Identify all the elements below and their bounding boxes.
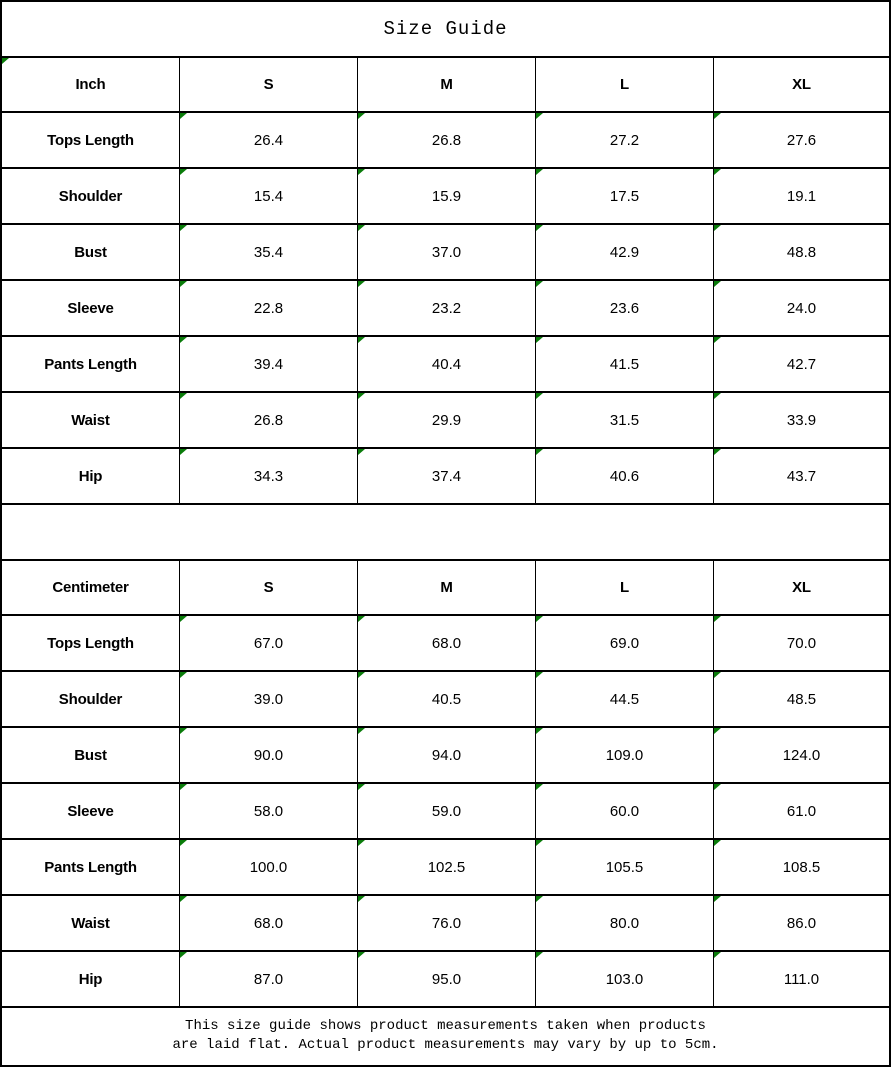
- measurement-row: [2, 225, 889, 281]
- green-triangle-icon: [714, 672, 721, 678]
- green-triangle-icon: [536, 728, 543, 734]
- measurement-value: 29.9: [431, 411, 462, 429]
- green-triangle-icon: [180, 225, 187, 231]
- green-triangle-icon: [180, 728, 187, 734]
- size-header-row: [2, 58, 889, 113]
- green-triangle-icon: [714, 840, 721, 846]
- green-triangle-icon: [714, 728, 721, 734]
- green-triangle-icon: [536, 281, 543, 287]
- measurement-value-cell: [358, 393, 536, 447]
- measurement-value-cell: [536, 393, 714, 447]
- green-triangle-icon: [180, 896, 187, 902]
- measurement-value-cell: [714, 896, 889, 950]
- measurement-value-cell: [714, 281, 889, 335]
- green-triangle-icon: [358, 337, 365, 343]
- measurement-value-cell: [180, 616, 358, 670]
- measurement-value-cell: [536, 896, 714, 950]
- measurement-value: 103.0: [605, 970, 644, 988]
- measurement-value-cell: [358, 337, 536, 391]
- measurement-value: 100.0: [249, 858, 288, 876]
- measurement-value: 60.0: [609, 802, 640, 820]
- size-header-label: XL: [792, 579, 811, 596]
- measurement-value-cell: [358, 952, 536, 1006]
- green-triangle-icon: [536, 616, 543, 622]
- size-header-label: M: [440, 76, 453, 93]
- green-triangle-icon: [536, 225, 543, 231]
- green-triangle-icon: [180, 784, 187, 790]
- measurement-row: [2, 616, 889, 672]
- green-triangle-icon: [536, 784, 543, 790]
- measurement-value-cell: [358, 840, 536, 894]
- measurement-label: Bust: [74, 746, 107, 764]
- measurement-value-cell: [536, 728, 714, 782]
- green-triangle-icon: [536, 840, 543, 846]
- measurement-value: 26.8: [253, 411, 284, 429]
- size-header-label: S: [263, 76, 274, 93]
- measurement-value: 108.5: [782, 858, 821, 876]
- unit-header-label: Centimeter: [52, 579, 129, 596]
- green-triangle-icon: [180, 616, 187, 622]
- size-header-cell: [536, 58, 714, 111]
- page-title: Size Guide: [383, 18, 508, 40]
- measurement-value-cell: [358, 784, 536, 838]
- measurement-value-cell: [714, 337, 889, 391]
- measurement-value-cell: [536, 952, 714, 1006]
- green-triangle-icon: [714, 784, 721, 790]
- measurement-value-cell: [358, 728, 536, 782]
- green-triangle-icon: [714, 896, 721, 902]
- measurement-value: 26.4: [253, 131, 284, 149]
- measurement-value: 33.9: [786, 411, 817, 429]
- green-triangle-icon: [358, 169, 365, 175]
- green-triangle-icon: [180, 113, 187, 119]
- measurement-value-cell: [536, 169, 714, 223]
- measurement-value-cell: [536, 225, 714, 279]
- measurement-label-cell: [2, 169, 180, 223]
- measurement-row: [2, 113, 889, 169]
- green-triangle-icon: [358, 840, 365, 846]
- footer-note-line2: are laid flat. Actual product measurements may vary by up to 5cm.: [172, 1037, 719, 1053]
- green-triangle-icon: [180, 672, 187, 678]
- measurement-row: [2, 672, 889, 728]
- measurement-value: 43.7: [786, 467, 817, 485]
- green-triangle-icon: [536, 113, 543, 119]
- measurement-value: 37.4: [431, 467, 462, 485]
- measurement-value: 39.0: [253, 690, 284, 708]
- measurement-value: 42.7: [786, 355, 817, 373]
- measurement-value-cell: [180, 449, 358, 503]
- green-triangle-icon: [714, 337, 721, 343]
- measurement-value: 40.4: [431, 355, 462, 373]
- size-header-cell: [714, 561, 889, 614]
- green-triangle-icon: [180, 393, 187, 399]
- measurement-value: 80.0: [609, 914, 640, 932]
- measurement-label-cell: [2, 225, 180, 279]
- measurement-value-cell: [714, 225, 889, 279]
- size-header-cell: [714, 58, 889, 111]
- measurement-value-cell: [180, 896, 358, 950]
- measurement-value: 68.0: [253, 914, 284, 932]
- green-triangle-icon: [714, 113, 721, 119]
- measurement-value-cell: [714, 728, 889, 782]
- size-header-cell: [536, 561, 714, 614]
- measurement-value: 124.0: [782, 746, 821, 764]
- measurement-value-cell: [180, 281, 358, 335]
- footer-note-line1: This size guide shows product measurements taken when products: [185, 1018, 706, 1034]
- measurement-value: 35.4: [253, 243, 284, 261]
- green-triangle-icon: [358, 113, 365, 119]
- measurement-value-cell: [714, 616, 889, 670]
- green-triangle-icon: [180, 840, 187, 846]
- measurement-row: [2, 393, 889, 449]
- measurement-value-cell: [358, 113, 536, 167]
- measurement-value: 17.5: [609, 187, 640, 205]
- green-triangle-icon: [358, 393, 365, 399]
- measurement-value-cell: [358, 896, 536, 950]
- green-triangle-icon: [714, 225, 721, 231]
- green-triangle-icon: [536, 393, 543, 399]
- measurement-value-cell: [180, 225, 358, 279]
- measurement-value: 40.6: [609, 467, 640, 485]
- measurement-value-cell: [180, 169, 358, 223]
- measurement-value-cell: [180, 728, 358, 782]
- measurement-label: Pants Length: [44, 355, 137, 373]
- measurement-value: 48.8: [786, 243, 817, 261]
- table-spacer-row: [2, 505, 889, 561]
- measurement-value: 105.5: [605, 858, 644, 876]
- measurement-label-cell: [2, 784, 180, 838]
- measurement-row: [2, 449, 889, 505]
- measurement-value: 76.0: [431, 914, 462, 932]
- measurement-row: [2, 169, 889, 225]
- measurement-value-cell: [714, 449, 889, 503]
- measurement-label-cell: [2, 840, 180, 894]
- green-triangle-icon: [714, 952, 721, 958]
- measurement-label: Pants Length: [44, 858, 137, 876]
- measurement-label-cell: [2, 449, 180, 503]
- measurement-label: Waist: [71, 914, 110, 932]
- measurement-value-cell: [358, 281, 536, 335]
- measurement-value: 61.0: [786, 802, 817, 820]
- unit-header-label: Inch: [75, 76, 106, 93]
- size-header-label: S: [263, 579, 274, 596]
- size-tables-container: [2, 58, 889, 1008]
- measurement-value: 95.0: [431, 970, 462, 988]
- measurement-value: 109.0: [605, 746, 644, 764]
- title-row: [2, 2, 889, 58]
- measurement-value: 69.0: [609, 634, 640, 652]
- measurement-value-cell: [536, 113, 714, 167]
- size-header-row: [2, 561, 889, 616]
- measurement-value-cell: [536, 616, 714, 670]
- measurement-value: 94.0: [431, 746, 462, 764]
- green-triangle-icon: [358, 952, 365, 958]
- measurement-value-cell: [358, 449, 536, 503]
- green-triangle-icon: [358, 728, 365, 734]
- green-triangle-icon: [714, 169, 721, 175]
- measurement-value-cell: [536, 672, 714, 726]
- size-header-cell: [358, 561, 536, 614]
- measurement-value-cell: [536, 337, 714, 391]
- measurement-value: 90.0: [253, 746, 284, 764]
- measurement-value: 102.5: [427, 858, 466, 876]
- footer-note: [2, 1008, 889, 1064]
- measurement-label: Bust: [74, 243, 107, 261]
- measurement-label: Waist: [71, 411, 110, 429]
- green-triangle-icon: [2, 58, 9, 64]
- measurement-value: 41.5: [609, 355, 640, 373]
- measurement-value: 19.1: [786, 187, 817, 205]
- measurement-label: Hip: [78, 970, 103, 988]
- measurement-value-cell: [180, 952, 358, 1006]
- green-triangle-icon: [358, 896, 365, 902]
- measurement-value: 24.0: [786, 299, 817, 317]
- green-triangle-icon: [180, 337, 187, 343]
- size-header-label: L: [620, 76, 629, 93]
- measurement-row: [2, 337, 889, 393]
- measurement-value-cell: [714, 393, 889, 447]
- measurement-value-cell: [180, 784, 358, 838]
- size-header-label: M: [440, 579, 453, 596]
- unit-header-cell: [2, 561, 180, 614]
- measurement-label: Shoulder: [58, 690, 123, 708]
- measurement-value-cell: [358, 169, 536, 223]
- measurement-value-cell: [358, 225, 536, 279]
- measurement-value-cell: [714, 169, 889, 223]
- measurement-label-cell: [2, 896, 180, 950]
- green-triangle-icon: [536, 896, 543, 902]
- measurement-value-cell: [536, 449, 714, 503]
- measurement-row: [2, 896, 889, 952]
- measurement-value-cell: [180, 840, 358, 894]
- measurement-value-cell: [180, 113, 358, 167]
- measurement-value: 44.5: [609, 690, 640, 708]
- measurement-value: 48.5: [786, 690, 817, 708]
- green-triangle-icon: [358, 225, 365, 231]
- measurement-value-cell: [180, 337, 358, 391]
- green-triangle-icon: [536, 337, 543, 343]
- measurement-label-cell: [2, 393, 180, 447]
- green-triangle-icon: [358, 672, 365, 678]
- measurement-value-cell: [714, 672, 889, 726]
- measurement-value: 27.2: [609, 131, 640, 149]
- measurement-value: 31.5: [609, 411, 640, 429]
- green-triangle-icon: [536, 672, 543, 678]
- measurement-row: [2, 281, 889, 337]
- size-header-label: XL: [792, 76, 811, 93]
- measurement-value: 39.4: [253, 355, 284, 373]
- measurement-label: Hip: [78, 467, 103, 485]
- size-header-label: L: [620, 579, 629, 596]
- green-triangle-icon: [714, 393, 721, 399]
- measurement-value: 70.0: [786, 634, 817, 652]
- measurement-value: 67.0: [253, 634, 284, 652]
- green-triangle-icon: [180, 952, 187, 958]
- measurement-value: 23.2: [431, 299, 462, 317]
- green-triangle-icon: [358, 281, 365, 287]
- measurement-value-cell: [358, 672, 536, 726]
- measurement-row: [2, 728, 889, 784]
- measurement-label: Sleeve: [67, 299, 114, 317]
- measurement-value-cell: [714, 952, 889, 1006]
- green-triangle-icon: [358, 784, 365, 790]
- measurement-value-cell: [180, 393, 358, 447]
- measurement-value-cell: [714, 113, 889, 167]
- size-header-cell: [180, 561, 358, 614]
- measurement-row: [2, 840, 889, 896]
- measurement-label-cell: [2, 337, 180, 391]
- measurement-value: 87.0: [253, 970, 284, 988]
- green-triangle-icon: [180, 281, 187, 287]
- measurement-label-cell: [2, 113, 180, 167]
- measurement-value: 58.0: [253, 802, 284, 820]
- measurement-value-cell: [358, 616, 536, 670]
- green-triangle-icon: [714, 281, 721, 287]
- measurement-value: 42.9: [609, 243, 640, 261]
- measurement-value-cell: [536, 281, 714, 335]
- measurement-value-cell: [714, 840, 889, 894]
- green-triangle-icon: [180, 449, 187, 455]
- measurement-value-cell: [714, 784, 889, 838]
- measurement-label-cell: [2, 616, 180, 670]
- green-triangle-icon: [714, 616, 721, 622]
- green-triangle-icon: [358, 449, 365, 455]
- measurement-label: Shoulder: [58, 187, 123, 205]
- green-triangle-icon: [358, 616, 365, 622]
- size-header-cell: [358, 58, 536, 111]
- measurement-row: [2, 952, 889, 1008]
- measurement-value: 23.6: [609, 299, 640, 317]
- measurement-label-cell: [2, 281, 180, 335]
- measurement-value: 15.9: [431, 187, 462, 205]
- measurement-value: 59.0: [431, 802, 462, 820]
- green-triangle-icon: [714, 449, 721, 455]
- measurement-label: Tops Length: [47, 131, 134, 149]
- measurement-value: 37.0: [431, 243, 462, 261]
- measurement-value: 22.8: [253, 299, 284, 317]
- measurement-value: 111.0: [783, 970, 820, 988]
- measurement-value-cell: [536, 784, 714, 838]
- measurement-value: 86.0: [786, 914, 817, 932]
- measurement-label-cell: [2, 672, 180, 726]
- measurement-value: 27.6: [786, 131, 817, 149]
- measurement-row: [2, 784, 889, 840]
- measurement-value: 40.5: [431, 690, 462, 708]
- unit-header-cell: [2, 58, 180, 111]
- measurement-value: 15.4: [253, 187, 284, 205]
- measurement-label-cell: [2, 728, 180, 782]
- measurement-label-cell: [2, 952, 180, 1006]
- measurement-value: 34.3: [253, 467, 284, 485]
- size-header-cell: [180, 58, 358, 111]
- measurement-value: 68.0: [431, 634, 462, 652]
- green-triangle-icon: [536, 169, 543, 175]
- measurement-value: 26.8: [431, 131, 462, 149]
- green-triangle-icon: [180, 169, 187, 175]
- green-triangle-icon: [536, 952, 543, 958]
- measurement-value-cell: [536, 840, 714, 894]
- measurement-label: Sleeve: [67, 802, 114, 820]
- green-triangle-icon: [536, 449, 543, 455]
- measurement-value-cell: [180, 672, 358, 726]
- measurement-label: Tops Length: [47, 634, 134, 652]
